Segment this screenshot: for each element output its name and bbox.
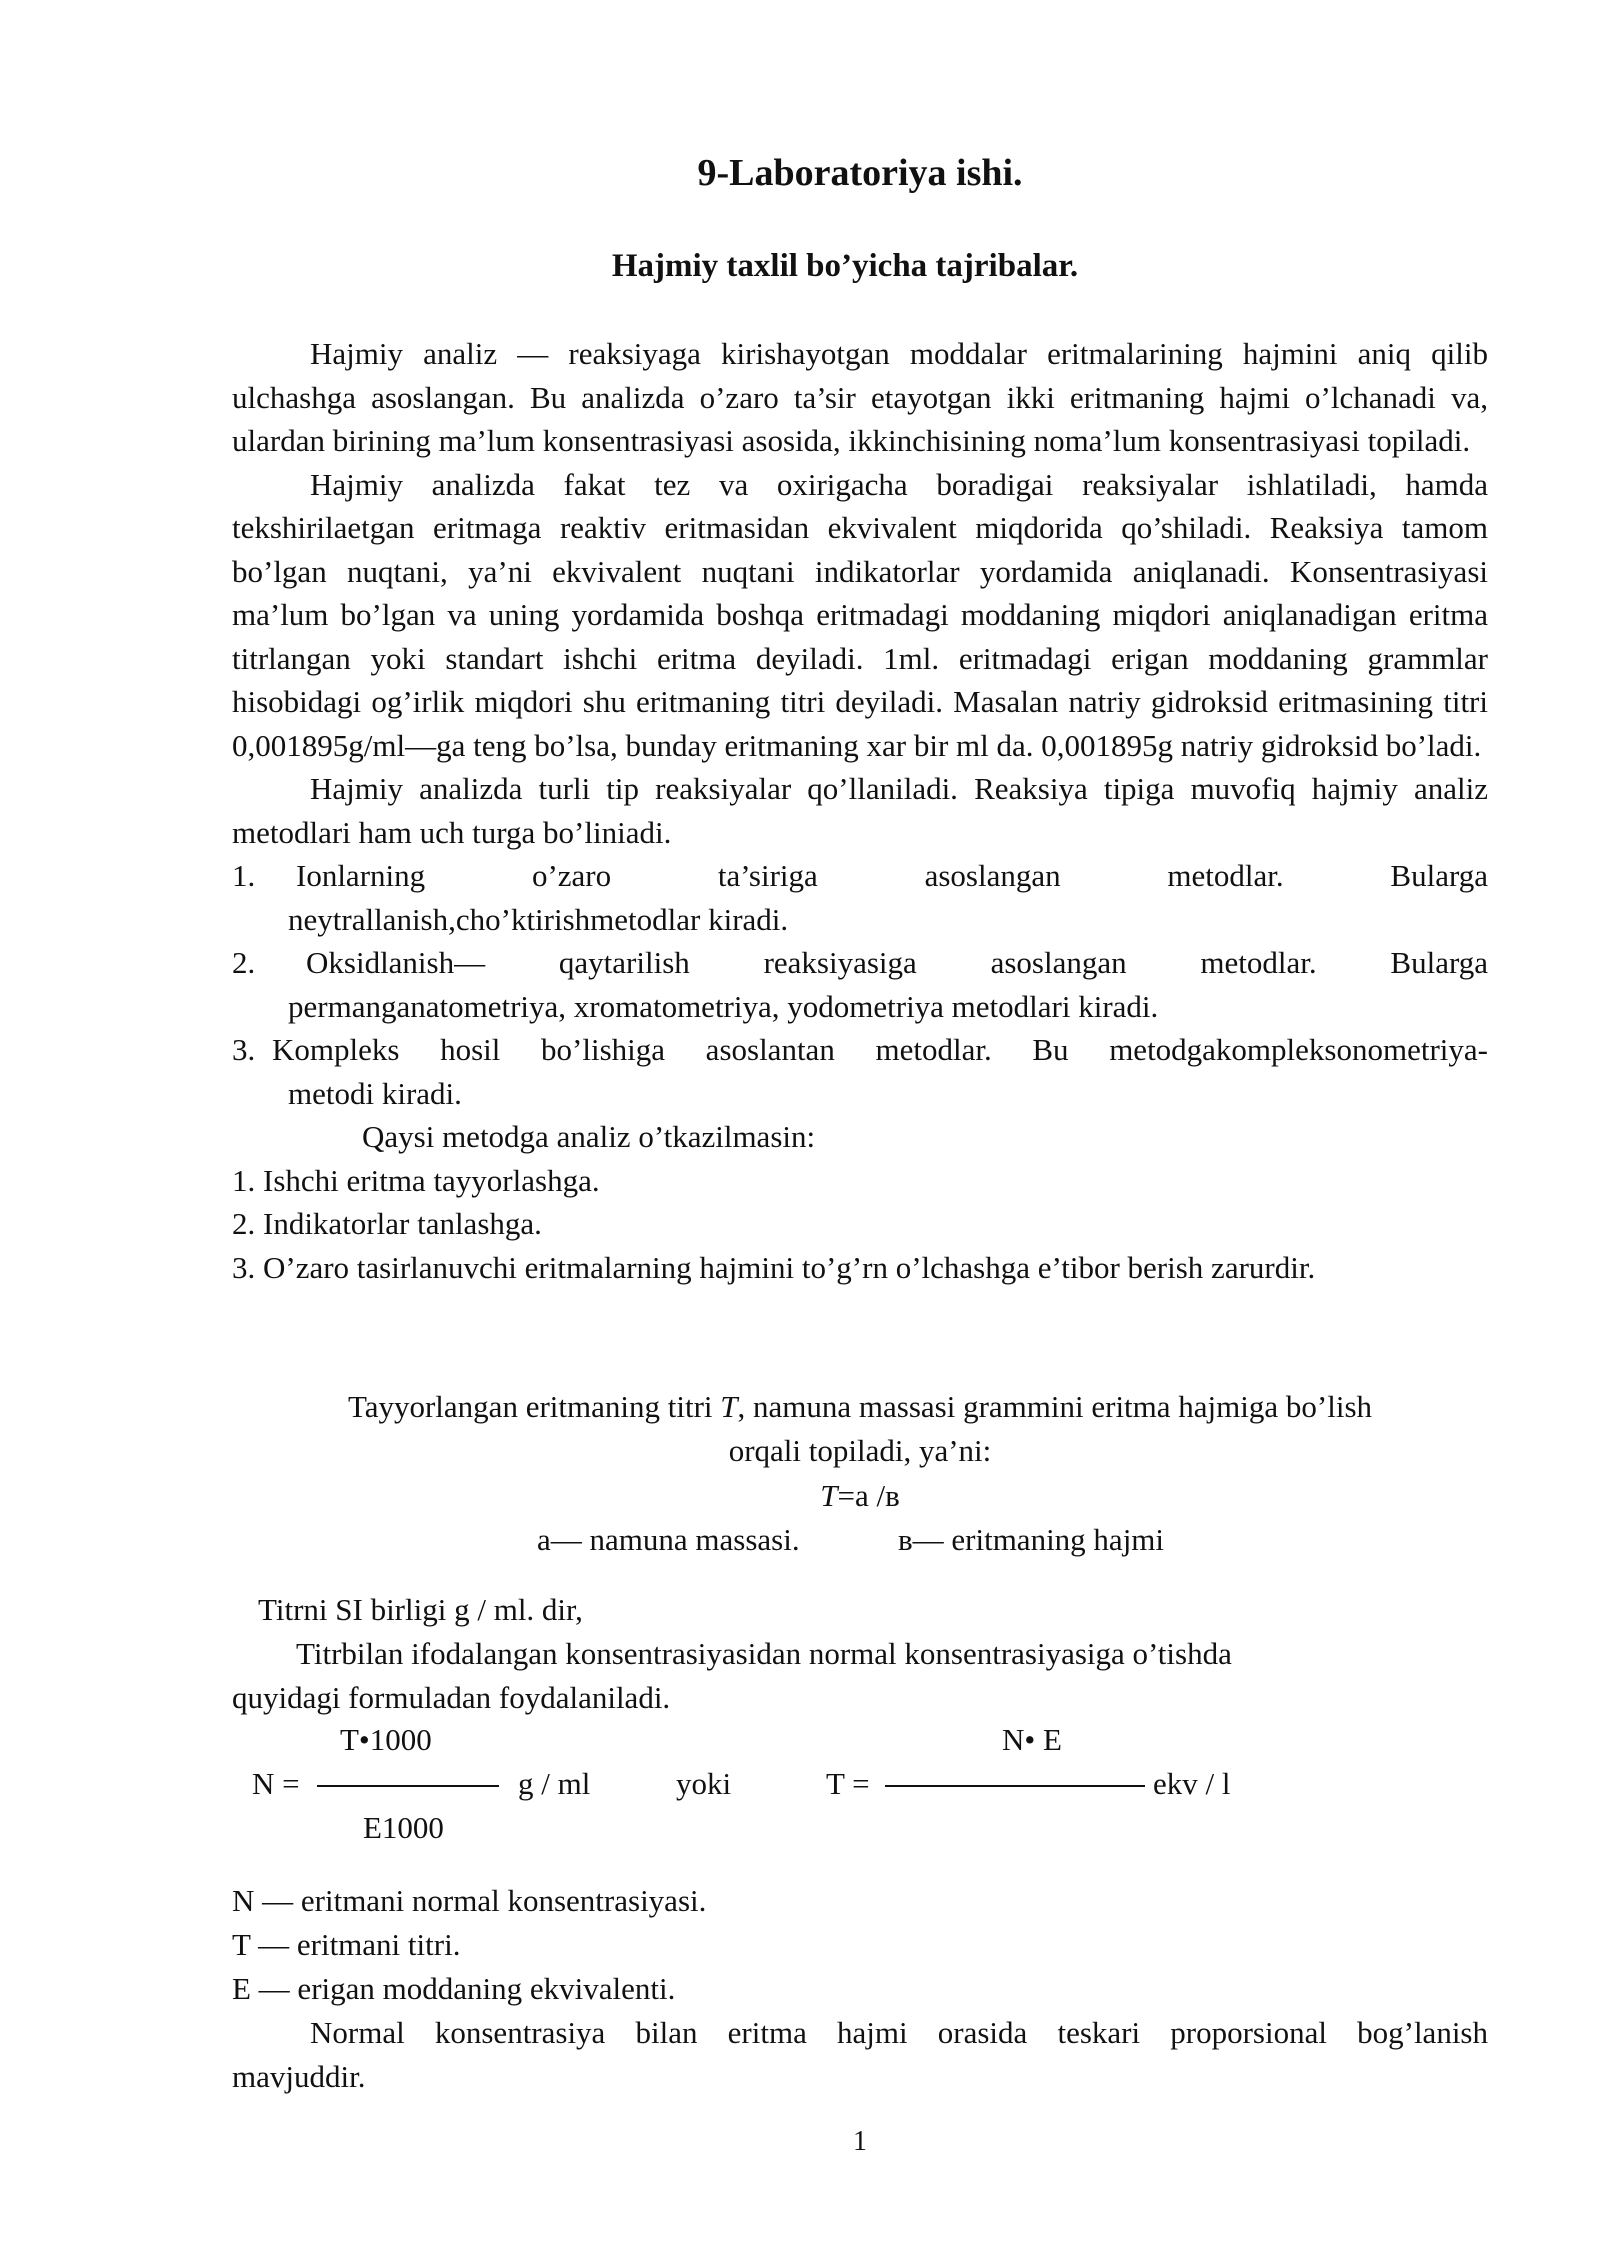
formula-t-numerator: N• E (1002, 1722, 1062, 1757)
page-subtitle: Hajmiy taxlil bo’yicha tajribalar. (611, 248, 1079, 284)
legend-a: a— namuna massasi. (537, 1522, 800, 1557)
formula-n-lhs: N = (252, 1766, 300, 1801)
method-continuation: neytrallanish,cho’ktirishmetodlar kiradi. (288, 901, 789, 937)
titre-text-after: , namuna massasi grammini eritma hajmiga bo’lish (737, 1389, 1373, 1424)
method-item-3 (232, 1028, 1488, 1115)
method-item-2 (232, 941, 1488, 1028)
paragraph-1: Hajmiy analiz — reaksiyaga kirishayotgan moddalar eritmalarining hajmini aniq qilib ulchashga asoslangan. Bu analizda o’zaro ta’sir etayotgan ikki eritmaning hajmi o’lchanadi va, ulardan birining ma’lum konsentrasiyasi asosida, ikkinchisining noma’lum konsentrasiyasi topiladi. (232, 336, 1488, 458)
formula-titre-rhs: =a /в (837, 1478, 900, 1513)
titre-line-2: orqali topiladi, ya’ni: (728, 1433, 992, 1468)
closing-line-2: mavjuddir. (232, 2059, 366, 2094)
formula-titre-symbol: T (820, 1478, 838, 1513)
definition-e: E — erigan moddaning ekvivalenti. (232, 1971, 676, 2006)
page-number: 1 (853, 2126, 867, 2157)
method-text: Oksidlanish— qaytarilish reaksiyasiga asoslangan metodlar. Bularga (306, 945, 1488, 980)
step-2: 2. Indikatorlar tanlashga. (232, 1206, 542, 1241)
formula-n-fraction-bar (317, 1785, 499, 1787)
method-text: Kompleks hosil bo’lishiga asoslantan metodlar. Bu metodgakompleksonometriya- (272, 1032, 1488, 1067)
method-continuation: metodi kiradi. (288, 1075, 462, 1111)
paragraph-3: Hajmiy analizda turli tip reaksiyalar qo’llaniladi. Reaksiya tipiga muvofiq hajmiy analiz metodlari ham uch turga bo’liniadi. (232, 771, 1488, 850)
definition-n: N — eritmani normal konsentrasiyasi. (232, 1883, 707, 1918)
method-continuation: permanganatometriya, xromatometriya, yodometriya metodlari kiradi. (288, 988, 1159, 1024)
titre-symbol: T (720, 1389, 738, 1424)
formula-connector: yoki (676, 1766, 732, 1801)
closing-line-1: Normal konsentrasiya bilan eritma hajmi orasida teskari proporsional bog’lanish (310, 2015, 1488, 2050)
titre-text-before: Tayyorlangan eritmaning titri (347, 1389, 721, 1424)
step-3: 3. O’zaro tasirlanuvchi eritmalarning hajmini to’g’rn o’lchashga e’tibor berish zarurdir. (232, 1249, 1316, 1285)
intro-section (232, 332, 1488, 1289)
legend-b: в— eritmaning hajmi (898, 1522, 1165, 1557)
page-title: 9-Laboratoriya ishi. (697, 152, 1023, 194)
question-line: Qaysi metodga analiz o’tkazilmasin: (362, 1119, 816, 1154)
paragraph-2: Hajmiy analizda fakat tez va oxirigacha boradigai reaksiyalar ishlatiladi, hamda tekshirilaetgan eritmaga reaktiv eritmasidan ekvivalent miqdorida qo’shiladi. Reaksiya tamom bo’lgan nuqtani, ya’ni ekvivalent nuqtani indikatorlar yordamida aniqlanadi. Konsentrasiyasi ma’lum bo’lgan va uning yordamida boshqa eritmadagi moddaning miqdori aniqlanadigan eritma titrlangan yoki standart ishchi eritma deyiladi. 1ml. eritmadagi erigan moddaning grammlar hisobidagi og’irlik miqdori shu eritmaning titri deyiladi. Masalan natriy gidroksid eritmasining titri 0,001895g/ml—ga teng bo’lsa, bunday eritmaning xar bir ml da. 0,001895g natriy gidroksid bo’ladi. (232, 466, 1488, 763)
formula-n-unit: g / ml (518, 1766, 591, 1801)
formula-t-fraction-bar (885, 1785, 1145, 1787)
formula-titre (232, 1474, 1488, 1518)
method-number: 2. (232, 945, 256, 980)
titre-line-1 (232, 1385, 1488, 1429)
method-number: 1. (232, 858, 256, 893)
transition-line-2: quyidagi formuladan foydalaniladi. (232, 1680, 671, 1715)
formula-t-unit: ekv / l (1153, 1766, 1231, 1801)
transition-line-1: Titrbilan ifodalangan konsentrasiyasidan normal konsentrasiyasiga o’tishda (296, 1636, 1232, 1671)
si-unit-line: Titrni SI birligi g / ml. dir, (258, 1592, 583, 1627)
step-1: 1. Ishchi eritma tayyorlashga. (232, 1162, 600, 1198)
method-item-1 (232, 854, 1488, 941)
formula-t-lhs: T = (826, 1766, 870, 1801)
definition-t: T — eritmani titri. (232, 1927, 461, 1962)
formula-n-denominator: E1000 (363, 1810, 444, 1845)
method-number: 3. (232, 1032, 256, 1067)
formula-n-numerator: T•1000 (340, 1722, 432, 1757)
method-text: Ionlarning o’zaro ta’siriga asoslangan metodlar. Bularga (296, 858, 1488, 893)
